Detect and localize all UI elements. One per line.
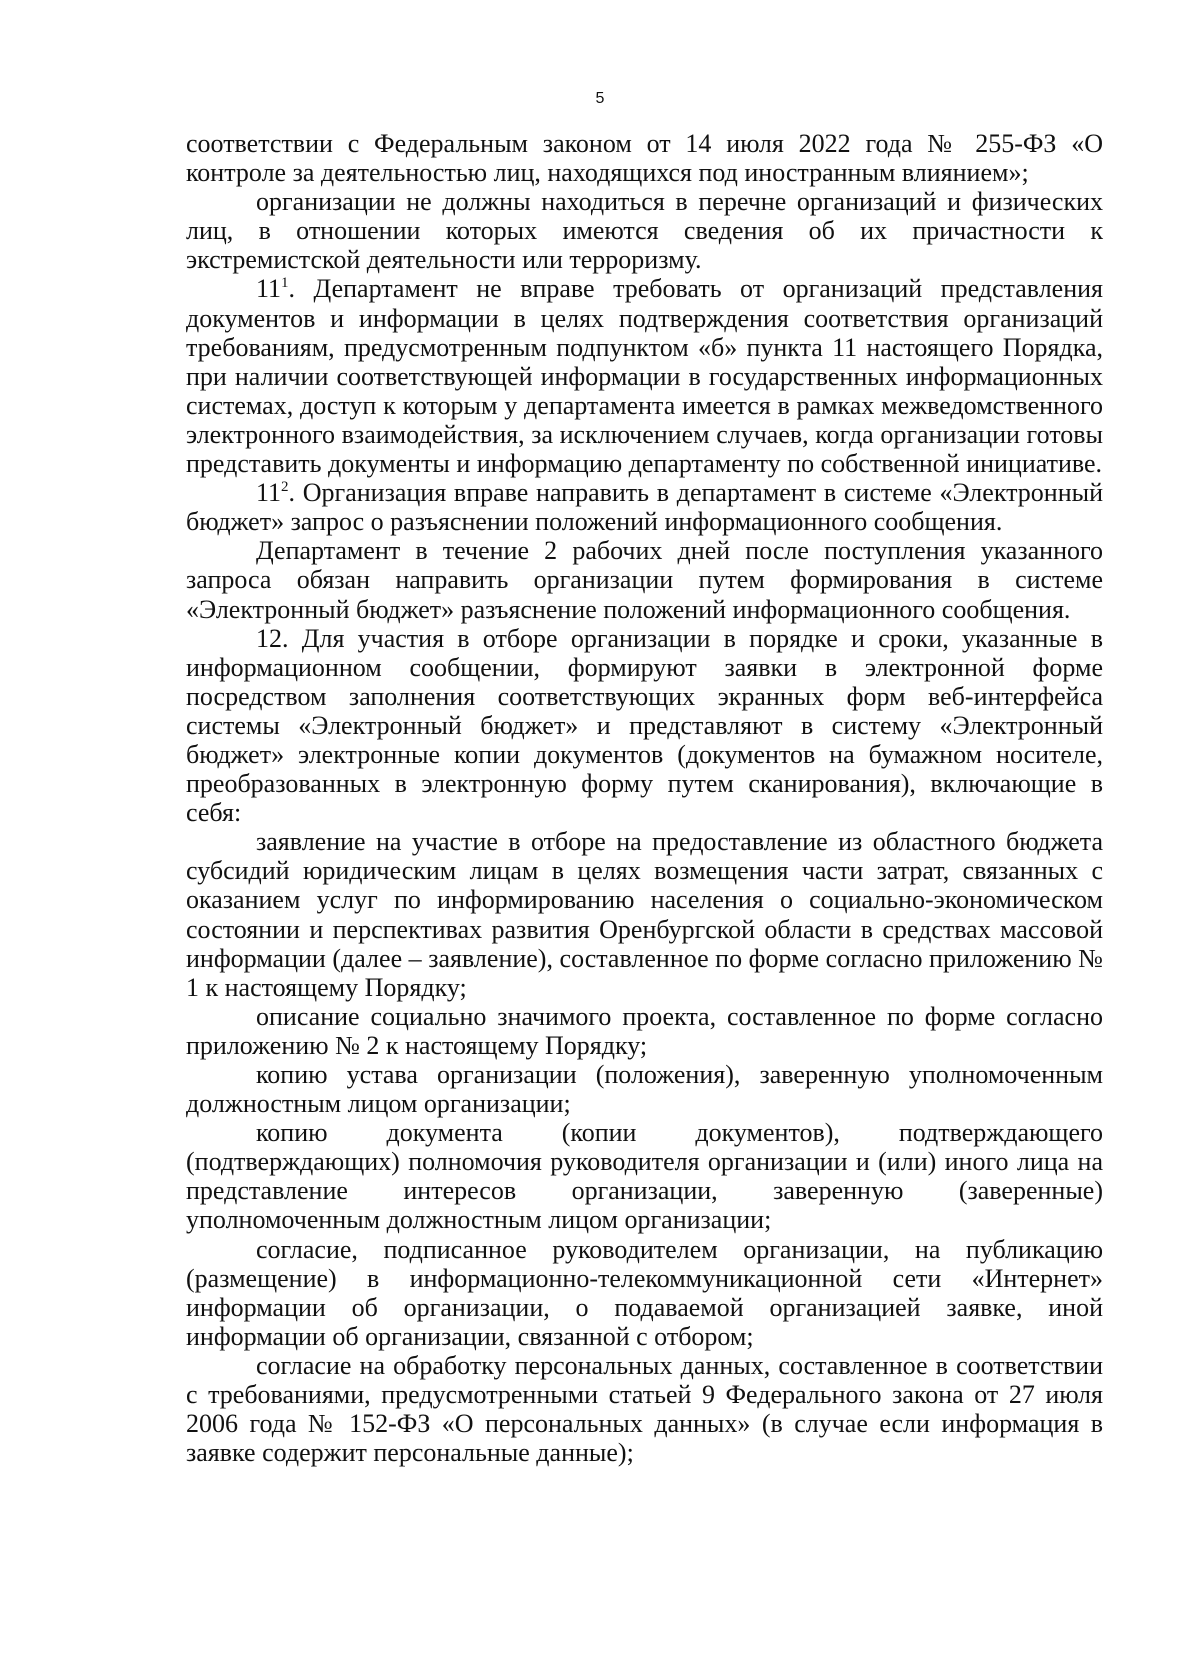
paragraph-number: 11 bbox=[256, 478, 282, 508]
paragraph-text: описание социально значимого проекта, составленное по форме согласно приложению № 2 к настоящему Порядку; bbox=[186, 1001, 1103, 1060]
page-number: 5 bbox=[595, 90, 605, 107]
paragraph-text: согласие на обработку персональных данных, составленное в соответствии с требованиями, предусмотренными статьей 9 Федерального закона от 27 июля 2006 года № 152-ФЗ «О персональных данных» (в случае если информация в заявке содержит персональные данные); bbox=[186, 1350, 1103, 1468]
paragraph-text: 12. Для участия в отборе организации в порядке и сроки, указанные в информационном сообщении, формируют заявки в электронной форме посредством заполнения соответствующих экранных форм веб-интерфейса системы «Электронный бюджет» и представляют в систему «Электронный бюджет» электронные копии документов (документов на бумажном носителе, преобразованных в электронную форму путем сканирования), включающие в себя: bbox=[186, 623, 1103, 828]
paragraph-text: копию устава организации (положения), заверенную уполномоченным должностным лицом организации; bbox=[186, 1060, 1103, 1119]
paragraph-continuation bbox=[186, 129, 1103, 187]
paragraph-superscript: 2 bbox=[281, 479, 289, 496]
paragraph-12 bbox=[186, 624, 1103, 828]
list-item-authority-copy bbox=[186, 1118, 1103, 1234]
document-body bbox=[186, 129, 1103, 1467]
paragraph-text: заявление на участие в отборе на предоставление из областного бюджета субсидий юридическим лицам в целях возмещения части затрат, связанных с оказанием услуг по информированию населения о социально-экономическом состоянии и перспективах развития Оренбургской области в средствах массовой информации (далее – заявление), составленное по форме согласно приложению № 1 к настоящему Порядку; bbox=[186, 827, 1103, 1002]
list-item-application bbox=[186, 827, 1103, 1002]
paragraph-11-2 bbox=[186, 478, 1103, 536]
paragraph-text: Департамент в течение 2 рабочих дней после поступления указанного запроса обязан направить организации путем формирования в системе «Электронный бюджет» разъяснение положений информационного сообщения. bbox=[186, 536, 1103, 624]
paragraph-text: соответствии с Федеральным законом от 14 июля 2022 года № 255-ФЗ «О контроле за деятельностью лиц, находящихся под иностранным влиянием»; bbox=[186, 129, 1103, 188]
paragraph-11-1 bbox=[186, 274, 1103, 478]
list-item-project-description bbox=[186, 1002, 1103, 1060]
list-item-publication-consent bbox=[186, 1235, 1103, 1351]
paragraph-number: 11 bbox=[256, 274, 282, 304]
list-item-charter-copy bbox=[186, 1060, 1103, 1118]
paragraph-text: . Организация вправе направить в департамент в системе «Электронный бюджет» запрос о разъяснении положений информационного сообщения. bbox=[186, 478, 1103, 537]
list-item-personal-data-consent bbox=[186, 1351, 1103, 1467]
paragraph-superscript: 1 bbox=[281, 275, 289, 292]
paragraph-text: копию документа (копии документов), подтверждающего (подтверждающих) полномочия руководителя организации и (или) иного лица на представление интересов организации, заверенную (заверенные) уполномоченным должностным лицом организации; bbox=[186, 1118, 1103, 1235]
paragraph-text: согласие, подписанное руководителем организации, на публикацию (размещение) в информационно-телекоммуникационной сети «Интернет» информации об организации, о подаваемой организацией заявке, иной информации об организации, связанной с отбором; bbox=[186, 1234, 1103, 1351]
paragraph-text: организации не должны находиться в перечне организаций и физических лиц, в отношении которых имеются сведения об их причастности к экстремистской деятельности или терроризму. bbox=[186, 187, 1103, 275]
paragraph-text: . Департамент не вправе требовать от организаций представления документов и информации в целях подтверждения соответствия организаций требованиям, предусмотренным подпунктом «б» пункта 11 настоящего Порядка, при наличии соответствующей информации в государственных информационных системах, доступ к которым у департамента имеется в рамках межведомственного электронного взаимодействия, за исключением случаев, когда организации готовы представить документы и информацию департаменту по собственной инициативе. bbox=[186, 274, 1103, 479]
paragraph-clarification-deadline bbox=[186, 536, 1103, 623]
paragraph-requirement-extremism bbox=[186, 187, 1103, 274]
